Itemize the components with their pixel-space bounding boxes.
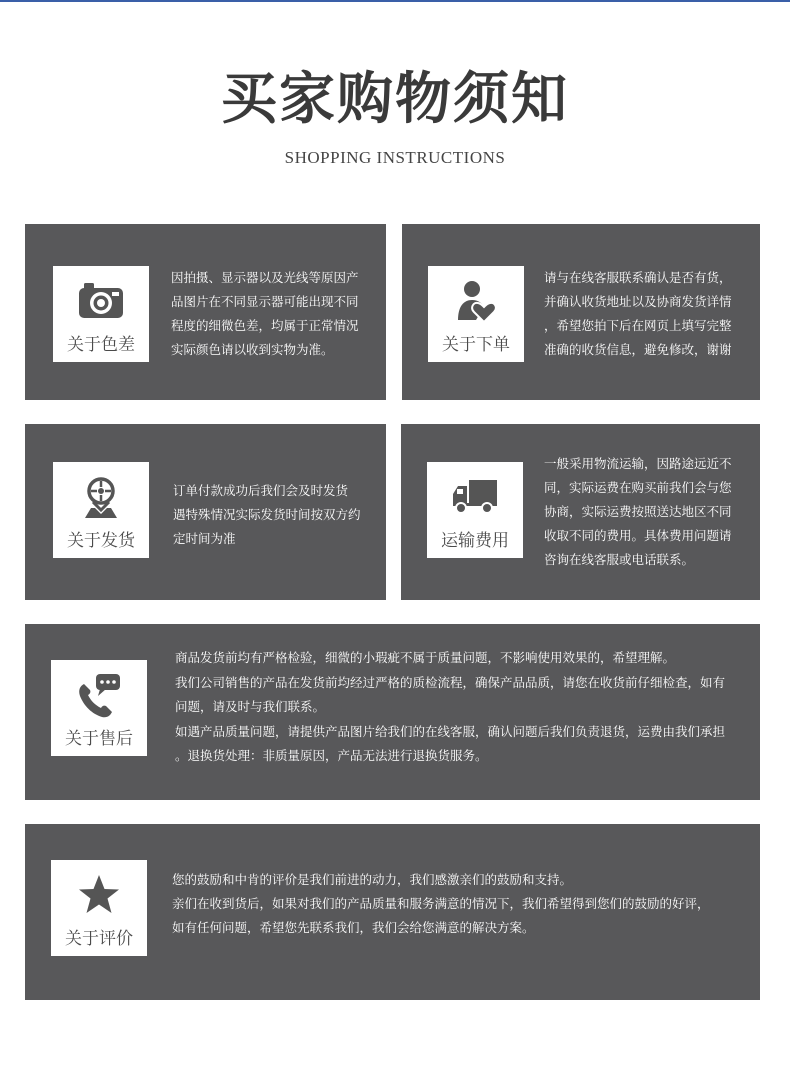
card-delivery-icon-box	[53, 462, 149, 558]
text-line: 收取不同的费用。具体费用问题请	[544, 528, 732, 543]
text-line: 遇特殊情况实际发货时间按双方约	[173, 507, 361, 522]
card-aftersale-label: 关于售后	[65, 729, 133, 749]
star-icon	[77, 874, 121, 916]
location-pin-icon	[81, 476, 121, 520]
text-line: 问题，请及时与我们联系。	[175, 699, 326, 714]
card-shipping-fee	[401, 424, 760, 600]
text-line: 订单付款成功后我们会及时发货	[173, 483, 349, 498]
text-line: 实际颜色请以收到实物为准。	[171, 342, 334, 357]
card-review-icon-box	[51, 860, 147, 956]
text-line: 程度的细微色差，均属于正常情况	[171, 318, 359, 333]
card-order-text	[544, 266, 732, 362]
truck-icon	[451, 476, 499, 516]
text-line: 。退换货处理：非质量原因，产品无法进行退换货服务。	[175, 748, 488, 763]
card-color-difference	[25, 224, 386, 400]
card-delivery	[25, 424, 386, 600]
card-review	[25, 824, 760, 1000]
card-review-label: 关于评价	[65, 929, 133, 949]
card-order-label: 关于下单	[442, 335, 510, 355]
card-shipping-icon-box	[427, 462, 523, 558]
card-color-icon-box	[53, 266, 149, 362]
top-rule	[0, 0, 790, 2]
card-aftersale-text	[175, 646, 725, 769]
text-line: 如有任何问题，希望您先联系我们，我们会给您满意的解决方案。	[172, 920, 535, 935]
text-line: 我们公司销售的产品在发货前均经过严格的质检流程，确保产品品质，请您在收货前仔细检查，如有	[175, 674, 726, 690]
text-line: 协商，实际运费按照送达地区不同	[544, 504, 732, 519]
phone-chat-icon	[76, 674, 122, 718]
text-line: 您的鼓励和中肯的评价是我们前进的动力，我们感激亲们的鼓励和支持。	[172, 872, 573, 887]
camera-icon	[77, 280, 125, 320]
text-line: 定时间为准	[173, 531, 236, 546]
card-color-label: 关于色差	[67, 335, 135, 355]
card-shipping-label: 运输费用	[441, 531, 509, 551]
text-line: 品图片在不同显示器可能出现不同	[171, 294, 359, 309]
text-line: 如遇产品质量问题，请提供产品图片给我们的在线客服，确认问题后我们负责退货，运费由我们承担	[175, 723, 726, 739]
card-review-text	[172, 868, 710, 940]
text-line: 咨询在线客服或电话联系。	[544, 552, 695, 567]
card-delivery-text	[173, 479, 361, 551]
card-order-icon-box	[428, 266, 524, 362]
text-line: 因拍摄、显示器以及光线等原因产	[171, 270, 359, 285]
card-after-sale	[25, 624, 760, 800]
text-line: 商品发货前均有严格检验，细微的小瑕疵不属于质量问题，不影响使用效果的，希望理解。	[175, 650, 676, 665]
card-delivery-label: 关于发货	[67, 531, 135, 551]
page-subtitle: SHOPPING INSTRUCTIONS	[284, 148, 506, 167]
text-line: 亲们在收到货后，如果对我们的产品质量和服务满意的情况下，我们希望得到您们的鼓励的好评，	[172, 896, 710, 911]
text-line: 请与在线客服联系确认是否有货，	[544, 270, 732, 285]
text-line: 并确认收货地址以及协商发货详情	[544, 294, 732, 309]
person-heart-icon	[454, 280, 498, 324]
text-line: 准确的收货信息，避免修改，谢谢	[544, 342, 732, 357]
card-color-text	[171, 266, 359, 362]
card-order	[402, 224, 760, 400]
card-aftersale-icon-box	[51, 660, 147, 756]
text-line: ，希望您拍下后在网页上填写完整	[544, 318, 732, 333]
card-shipping-text	[544, 452, 732, 572]
text-line: 一般采用物流运输，因路途远近不	[544, 456, 732, 471]
text-line: 同，实际运费在购买前我们会与您	[544, 480, 732, 495]
page-title: 买家购物须知	[221, 67, 569, 132]
